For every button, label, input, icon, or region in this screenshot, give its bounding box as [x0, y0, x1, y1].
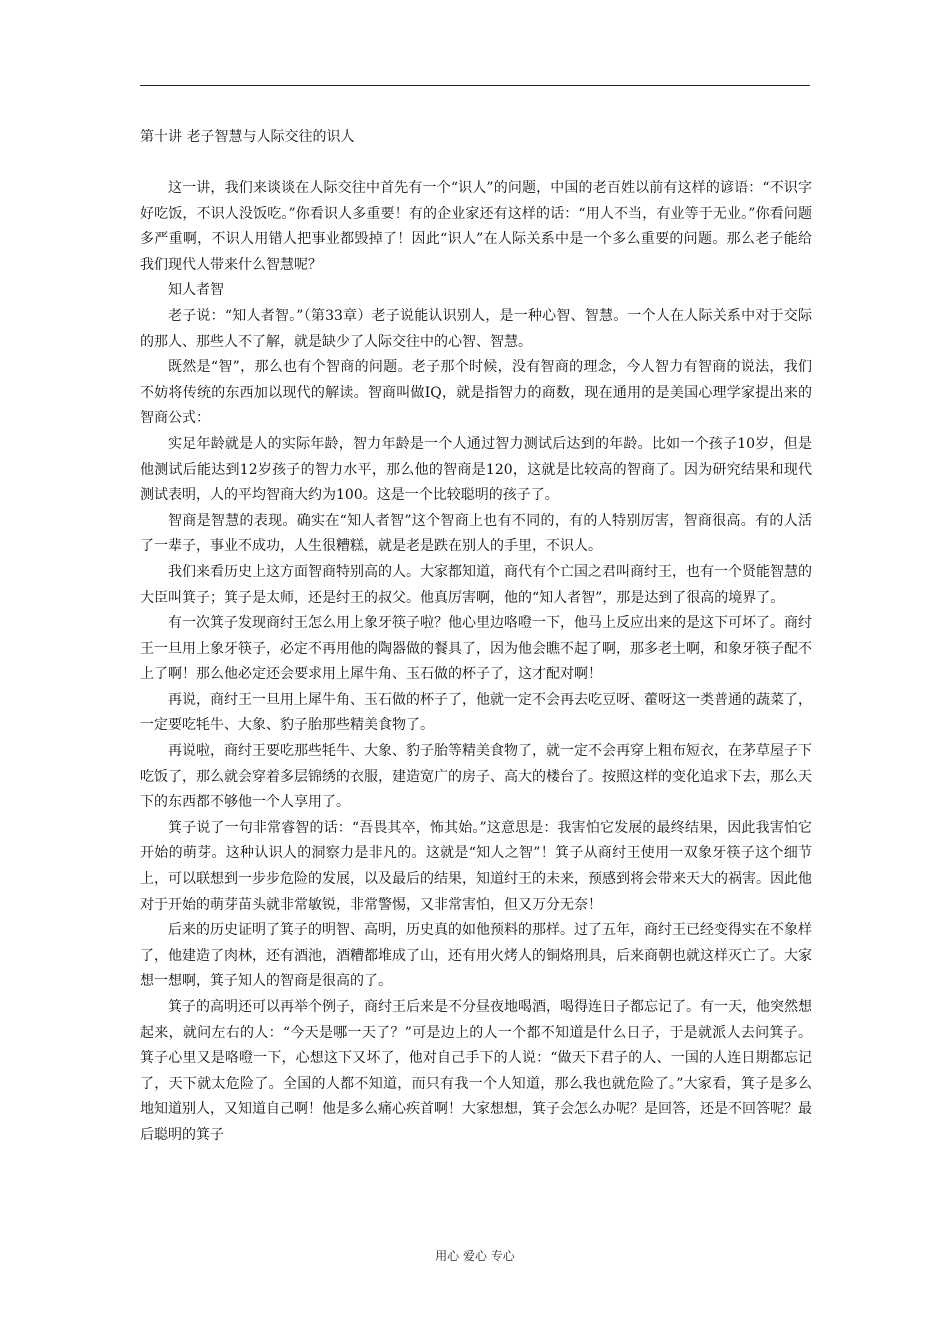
paragraph: 有一次箕子发现商纣王怎么用上象牙筷子啦？他心里边咯噔一下，他马上反应出来的是这下可坏了。商纣王一旦用上象牙筷子，必定不再用他的陶器做的餐具了，因为他会瞧不起了啊，那多老土啊，和象牙筷子配不上了啊！那么他必定还会要求用上犀牛角、玉石做的杯子了，这才配对啊！	[140, 615, 812, 683]
paragraph: 智商是智慧的表现。确实在“知人者智”这个智商上也有不同的，有的人特别厉害，智商很高。有的人活了一辈子，事业不成功，人生很糟糕，就是老是跌在别人的手里，不识人。	[140, 512, 812, 555]
paragraph: 箕子的高明还可以再举个例子，商纣王后来是不分昼夜地喝酒，喝得连日子都忘记了。有一天，他突然想起来，就问左右的人：“今天是哪一天了？”可是边上的人一个都不知道是什么日子，于是就派人去问箕子。箕子心里又是咯噔一下，心想这下又坏了，他对自己手下的人说：“做天下君子的人、一国的人连日期都忘记了，天下就太危险了。全国的人都不知道，而只有我一个人知道，那么我也就危险了。”大家看，箕子是多么地知道别人，又知道自己啊！他是多么痛心疾首啊！大家想想，箕子会怎么办呢？是回答，还是不回答呢？最后聪明的箕子	[140, 999, 812, 1143]
header-rule	[140, 85, 810, 86]
paragraph: 箕子说了一句非常睿智的话：“吾畏其卒，怖其始。”这意思是：我害怕它发展的最终结果，因此我害怕它开始的萌芽。这种认识人的洞察力是非凡的。这就是“知人之智”！箕子从商纣王使用一双象牙筷子这个细节上，可以联想到一步步危险的发展，以及最后的结果，知道纣王的未来，预感到将会带来天大的祸害。因此他对于开始的萌芽苗头就非常敏锐，非常警惕，又非常害怕，但又万分无奈！	[140, 819, 812, 913]
lecture-title: 第十讲 老子智慧与人际交往的识人	[140, 129, 355, 145]
body-text	[140, 176, 812, 1149]
paragraph: 实足年龄就是人的实际年龄，智力年龄是一个人通过智力测试后达到的年龄。比如一个孩子10岁，但是他测试后能达到12岁孩子的智力水平，那么他的智商是120，这就是比较高的智商了。因为研究结果和现代测试表明，人的平均智商大约为100。这是一个比较聪明的孩子了。	[140, 435, 812, 504]
paragraph: 再说，商纣王一旦用上犀牛角、玉石做的杯子了，他就一定不会再去吃豆呀、藿呀这一类普通的蔬菜了，一定要吃牦牛、大象、豹子胎那些精美食物了。	[140, 691, 812, 734]
paragraph: 后来的历史证明了箕子的明智、高明，历史真的如他预料的那样。过了五年，商纣王已经变得实在不象样了，他建造了肉林，还有酒池，酒糟都堆成了山，还有用火烤人的铜烙刑具，后来商朝也就这样灭亡了。大家想一想啊，箕子知人的智商是很高的了。	[140, 922, 812, 990]
section-heading: 知人者智	[168, 282, 224, 299]
paragraph: 我们来看历史上这方面智商特别高的人。大家都知道，商代有个亡国之君叫商纣王，也有一个贤能智慧的大臣叫箕子；箕子是太师，还是纣王的叔父。他真厉害啊，他的“知人者智”，那是达到了很高的境界了。	[140, 563, 812, 606]
paragraph: 老子说：“知人者智。”（第33章）老子说能认识别人，是一种心智、智慧。一个人在人际关系中对于交际的那人、那些人不了解，就是缺少了人际交往中的心智、智慧。	[140, 307, 812, 350]
paragraph: 再说啦，商纣王要吃那些牦牛、大象、豹子胎等精美食物了，就一定不会再穿上粗布短衣，在茅草屋子下吃饭了，那么就会穿着多层锦绣的衣服，建造宽广的房子、高大的楼台了。按照这样的变化追求下去，那么天下的东西都不够他一个人享用了。	[140, 743, 812, 811]
paragraph: 这一讲，我们来谈谈在人际交往中首先有一个“识人”的问题，中国的老百姓以前有这样的谚语：“不识字好吃饭，不识人没饭吃。”你看识人多重要！有的企业家还有这样的话：“用人不当，有业等于无业。”你看问题多严重啊，不识人用错人把事业都毁掉了！因此“识人”在人际关系中是一个多么重要的问题。那么老子能给我们现代人带来什么智慧呢？	[140, 180, 812, 273]
page-footer: 用心 爱心 专心	[435, 1249, 515, 1263]
paragraph: 既然是“智”，那么也有个智商的问题。老子那个时候，没有智商的理念，今人智力有智商的说法，我们不妨将传统的东西加以现代的解读。智商叫做IQ，就是指智力的商数，现在通用的是美国心理学家提出来的智商公式：	[140, 359, 812, 427]
